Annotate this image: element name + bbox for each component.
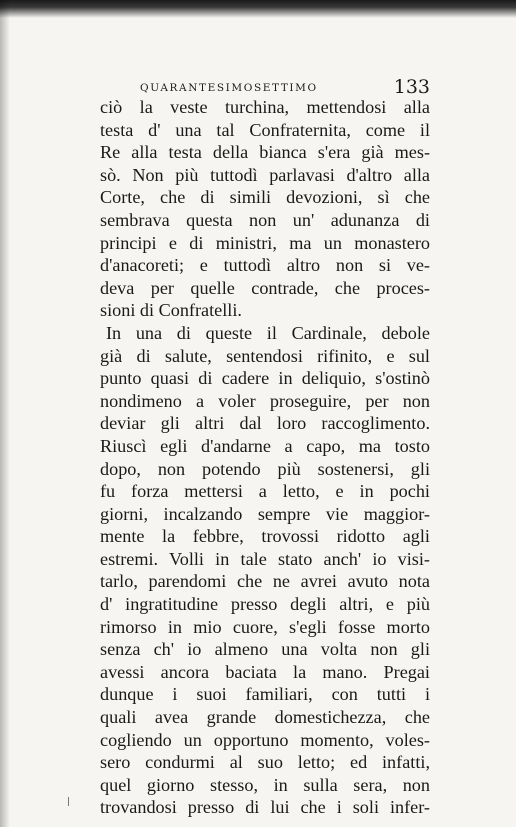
page-number: 133 bbox=[393, 76, 430, 98]
text-line: nondimeno a voler proseguire, per non bbox=[100, 390, 430, 411]
running-head bbox=[100, 76, 430, 98]
text-line: Re alla testa della bianca s'era già mes- bbox=[100, 142, 430, 163]
text-line: testa d' una tal Confraternita, come il bbox=[100, 119, 430, 140]
text-line: principi e di ministri, ma un monastero bbox=[100, 232, 430, 253]
text-line: dunque i suoi familiari, con tutti i bbox=[100, 684, 430, 705]
text-line: estremi. Volli in tale stato anch' io visi- bbox=[100, 548, 430, 569]
text-line: sioni di Confratelli. bbox=[100, 300, 242, 321]
text-line: deva per quelle contrade, che proces- bbox=[100, 277, 430, 298]
text-line: quali avea grande domestichezza, che bbox=[100, 707, 430, 728]
text-line: sò. Non più tuttodì parlavasi d'altro alla bbox=[100, 164, 430, 185]
text-line: Corte, che di simili devozioni, sì che bbox=[100, 187, 430, 208]
text-line: quel giorno stesso, in sulla sera, non bbox=[100, 774, 430, 795]
text-line: sembrava questa non un' adunanza di bbox=[100, 209, 430, 230]
running-title: QUARANTESIMOSETTIMO bbox=[140, 82, 318, 94]
text-line: sero condurmi al suo letto; ed infatti, bbox=[100, 752, 430, 773]
text-line: già di salute, sentendosi rifinito, e sul bbox=[100, 345, 430, 366]
text-line: cogliendo un opportuno momento, voles- bbox=[100, 729, 430, 750]
text-line: deviar gli altri dal loro raccoglimento. bbox=[100, 413, 430, 434]
text-line: d'anacoreti; e tuttodì altro non si ve- bbox=[100, 255, 430, 276]
scan-top-edge-shadow bbox=[0, 0, 516, 18]
scan-left-edge-shadow bbox=[0, 0, 10, 827]
text-line: trovandosi presso di lui che i soli infer- bbox=[100, 797, 430, 818]
text-line: mente la febbre, trovossi ridotto agli bbox=[100, 526, 430, 547]
text-line: avessi ancora baciata la mano. Pregai bbox=[100, 661, 430, 682]
text-line: ciò la veste turchina, mettendosi alla bbox=[100, 97, 430, 117]
text-line: senza ch' io almeno una volta non gli bbox=[100, 639, 430, 660]
text-body bbox=[100, 96, 430, 819]
text-line: dopo, non potendo più sostenersi, gli bbox=[100, 458, 430, 479]
text-line: tarlo, parendomi che ne avrei avuto nota bbox=[100, 571, 430, 592]
text-line: rimorso in mio cuore, s'egli fosse morto bbox=[100, 616, 430, 637]
text-line: Riuscì egli d'andarne a capo, ma tosto bbox=[100, 435, 430, 456]
text-line: fu forza mettersi a letto, e in pochi bbox=[100, 481, 430, 502]
scan-speck bbox=[68, 797, 69, 806]
text-line: giorni, incalzando sempre vie maggior- bbox=[100, 503, 430, 524]
text-line: d' ingratitudine presso degli altri, e più bbox=[100, 594, 430, 615]
text-line: In una di queste il Cardinale, debole bbox=[106, 322, 430, 343]
text-line: punto quasi di cadere in deliquio, s'ostinò bbox=[100, 368, 430, 389]
